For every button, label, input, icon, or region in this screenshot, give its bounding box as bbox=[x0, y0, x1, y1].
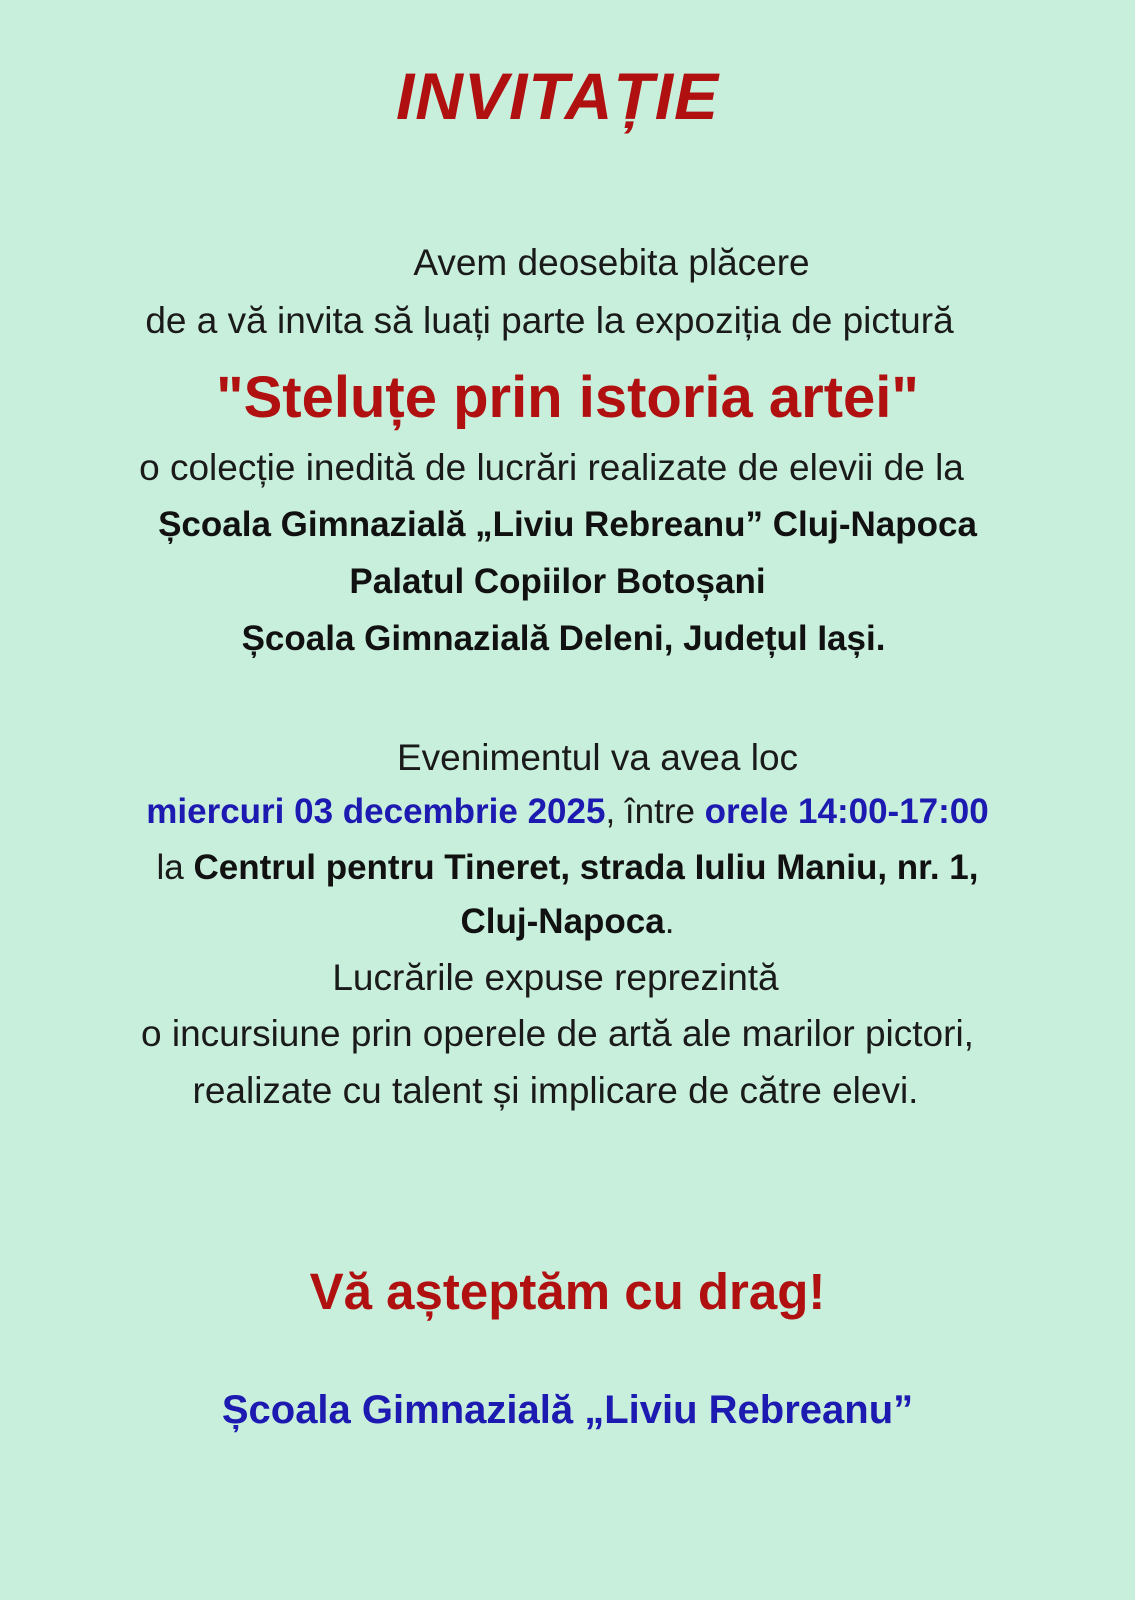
intro-line-1: Avem deosebita plăcere bbox=[413, 242, 810, 283]
event-location: Centrul pentru Tineret, strada Iuliu Maniu, nr. 1, bbox=[193, 848, 979, 887]
event-location-prefix: la bbox=[156, 848, 194, 887]
works-line-1: Lucrările expuse reprezintă bbox=[332, 957, 779, 998]
event-intro: Evenimentul va avea loc bbox=[396, 737, 799, 778]
works-line-3: realizate cu talent și implicare de către elevi. bbox=[192, 1070, 919, 1111]
school-3: Școala Gimnazială Deleni, Județul Iași. bbox=[241, 619, 886, 658]
school-2: Palatul Copiilor Botoșani bbox=[349, 562, 766, 601]
event-city-line bbox=[0, 902, 1135, 942]
event-city-suffix: . bbox=[664, 902, 675, 941]
event-city: Cluj-Napoca bbox=[460, 902, 665, 941]
event-date: miercuri 03 decembrie 2025 bbox=[146, 792, 606, 831]
invitation-title: INVITAȚIE bbox=[395, 59, 720, 133]
event-date-line bbox=[0, 792, 1135, 832]
school-1: Școala Gimnazială „Liviu Rebreanu” Cluj-Napoca bbox=[158, 505, 977, 544]
closing-message: Vă așteptăm cu drag! bbox=[309, 1263, 826, 1320]
exhibition-title: "Steluțe prin istoria artei" bbox=[216, 365, 919, 430]
event-hours: orele 14:00-17:00 bbox=[704, 792, 989, 831]
works-line-2: o incursiune prin operele de artă ale marilor pictori, bbox=[141, 1013, 974, 1054]
collection-line: o colecție inedită de lucrări realizate de elevii de la bbox=[139, 447, 964, 488]
signature: Școala Gimnazială „Liviu Rebreanu” bbox=[221, 1388, 914, 1432]
intro-line-2: de a vă invita să luați parte la expoziția de pictură bbox=[145, 300, 954, 341]
event-date-separator: , între bbox=[605, 792, 705, 831]
event-location-line bbox=[0, 848, 1135, 888]
